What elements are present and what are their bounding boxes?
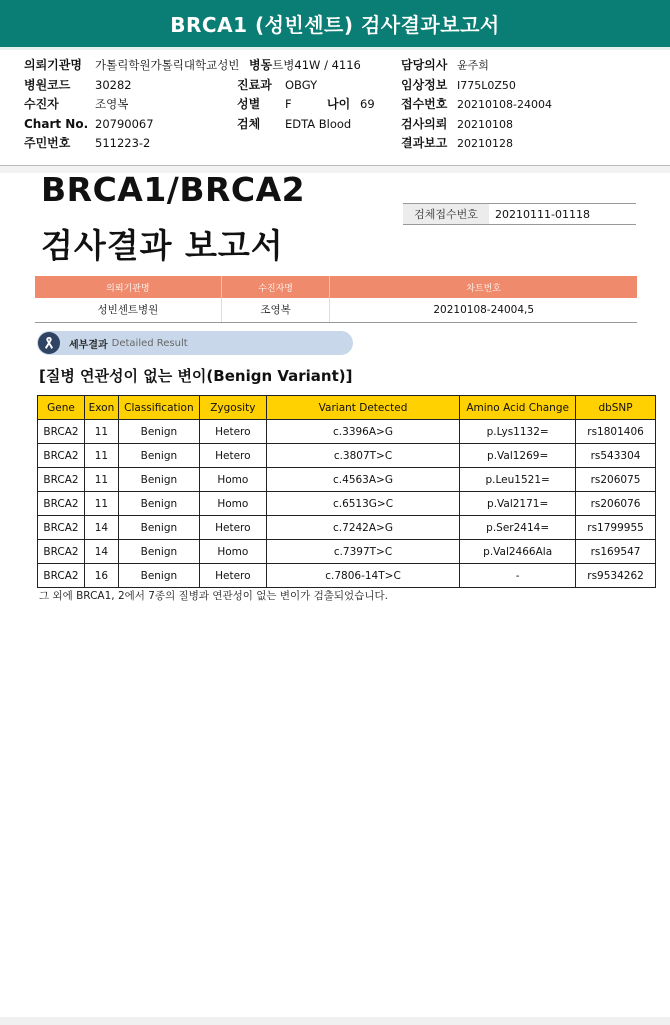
variant-cell: c.3807T>C <box>266 444 459 468</box>
info-value: 30282 <box>95 77 132 92</box>
variant-column-header: Exon <box>84 396 118 420</box>
info-label: 수진자 <box>24 97 59 111</box>
variant-cell: Homo <box>199 540 266 564</box>
variant-cell: 11 <box>84 444 118 468</box>
variant-cell: - <box>460 564 576 588</box>
age-value: 69 <box>360 97 375 111</box>
header-val-chart: 20210108-24004,5 <box>330 298 637 322</box>
info-value: 조영복 <box>95 97 129 111</box>
variant-cell: p.Lys1132= <box>460 420 576 444</box>
variant-cell: Homo <box>199 492 266 516</box>
section-label-ko: 세부결과 <box>69 339 108 351</box>
variant-row <box>38 516 656 540</box>
variant-column-header: Zygosity <box>199 396 266 420</box>
patient-info-right <box>401 56 552 154</box>
variant-cell: p.Val2171= <box>460 492 576 516</box>
variant-cell: Benign <box>118 564 199 588</box>
info-label: 의뢰기관명 <box>24 58 82 72</box>
header-val-institution: 성빈센트병원 <box>35 298 221 322</box>
variant-cell: p.Ser2414= <box>460 516 576 540</box>
header-col-patient: 수진자명 <box>221 276 330 298</box>
sex-value: F <box>285 97 292 111</box>
section-label-en: Detailed Result <box>111 337 188 349</box>
variant-cell: Benign <box>118 516 199 540</box>
info-label: 주민번호 <box>24 136 71 150</box>
detailed-result-banner <box>37 331 353 355</box>
variant-cell: Hetero <box>199 420 266 444</box>
info-value: 가톨릭학원가톨릭대학교성빈 <box>95 58 240 72</box>
info-label: 임상정보 <box>401 77 448 92</box>
variant-row <box>38 492 656 516</box>
ward-label: 병동 <box>249 58 273 72</box>
variant-column-header: dbSNP <box>576 396 656 420</box>
variant-cell: rs9534262 <box>576 564 656 588</box>
header-col-institution: 의뢰기관명 <box>35 276 221 298</box>
variant-cell: BRCA2 <box>38 492 85 516</box>
variant-cell: c.7806-14T>C <box>266 564 459 588</box>
age-label: 나이 <box>327 97 351 111</box>
variant-cell: p.Val2466Ala <box>460 540 576 564</box>
variant-cell: Benign <box>118 444 199 468</box>
variant-cell: BRCA2 <box>38 540 85 564</box>
patient-info-middle <box>237 56 375 134</box>
report-title-line2: 검사결과 보고서 <box>41 226 284 265</box>
dept-value: OBGY <box>285 77 318 92</box>
specimen-label: 검체 <box>237 116 261 131</box>
variant-row <box>38 444 656 468</box>
header-val-patient: 조영복 <box>221 298 330 322</box>
ward-value: 트병41W / 4116 <box>272 58 361 72</box>
receipt-value: 20210111-01118 <box>495 207 590 221</box>
sex-label: 성별 <box>237 97 261 111</box>
variant-cell: Benign <box>118 540 199 564</box>
variant-cell: Benign <box>118 420 199 444</box>
variant-cell: BRCA2 <box>38 468 85 492</box>
variant-cell: 11 <box>84 420 118 444</box>
variant-cell: rs1801406 <box>576 420 656 444</box>
info-value: 20210108-24004 <box>457 98 552 111</box>
footnote: 그 외에 BRCA1, 2에서 7종의 질병과 연관성이 없는 변이가 검출되었습니다. <box>39 590 388 602</box>
variant-cell: Hetero <box>199 564 266 588</box>
info-label: 접수번호 <box>401 97 448 111</box>
variant-cell: p.Leu1521= <box>460 468 576 492</box>
variant-cell: p.Val1269= <box>460 444 576 468</box>
variant-cell: rs169547 <box>576 540 656 564</box>
info-value: 20210108 <box>457 117 513 131</box>
variant-cell: Homo <box>199 468 266 492</box>
variant-cell: BRCA2 <box>38 420 85 444</box>
patient-info-left <box>24 56 239 154</box>
variant-cell: rs543304 <box>576 444 656 468</box>
header-col-chart: 차트번호 <box>330 276 637 298</box>
variant-cell: c.7397T>C <box>266 540 459 564</box>
variant-row <box>38 420 656 444</box>
variant-cell: rs1799955 <box>576 516 656 540</box>
receipt-number-box <box>403 203 636 225</box>
info-label: 병원코드 <box>24 77 71 92</box>
variant-cell: 14 <box>84 516 118 540</box>
variant-cell: c.6513G>C <box>266 492 459 516</box>
variant-cell: BRCA2 <box>38 564 85 588</box>
variant-cell: 14 <box>84 540 118 564</box>
variant-cell: rs206076 <box>576 492 656 516</box>
variant-column-header: Amino Acid Change <box>460 396 576 420</box>
info-value: 윤주희 <box>457 59 489 72</box>
info-value: 511223-2 <box>95 136 151 150</box>
variant-cell: Hetero <box>199 444 266 468</box>
info-value: I775L0Z50 <box>457 78 516 92</box>
info-label: 결과보고 <box>401 136 448 150</box>
info-value: 20790067 <box>95 116 154 131</box>
variant-table <box>37 395 656 588</box>
ribbon-icon <box>38 332 60 354</box>
section-heading: [질병 연관성이 없는 변이(Benign Variant)] <box>39 367 353 385</box>
variant-cell: c.3396A>G <box>266 420 459 444</box>
variant-column-header: Classification <box>118 396 199 420</box>
variant-cell: Benign <box>118 492 199 516</box>
page-bottom-edge <box>0 1017 670 1025</box>
info-value: 20210128 <box>457 137 513 150</box>
dept-label: 진료과 <box>237 77 272 92</box>
header-divider <box>0 47 670 50</box>
info-label: 검사의뢰 <box>401 116 448 131</box>
info-label: Chart No. <box>24 116 89 131</box>
info-label: 담당의사 <box>401 58 448 72</box>
report-header-table <box>35 276 637 323</box>
receipt-label: 검체접수번호 <box>403 204 489 224</box>
variant-cell: Benign <box>118 468 199 492</box>
variant-cell: 11 <box>84 468 118 492</box>
variant-cell: 11 <box>84 492 118 516</box>
variant-cell: rs206075 <box>576 468 656 492</box>
variant-header-row <box>38 396 656 420</box>
report-header-bar <box>0 0 670 47</box>
variant-row <box>38 468 656 492</box>
variant-cell: BRCA2 <box>38 444 85 468</box>
variant-column-header: Gene <box>38 396 85 420</box>
variant-column-header: Variant Detected <box>266 396 459 420</box>
variant-cell: BRCA2 <box>38 516 85 540</box>
variant-cell: c.7242A>G <box>266 516 459 540</box>
variant-row <box>38 540 656 564</box>
specimen-value: EDTA Blood <box>285 116 352 131</box>
report-title-line1: BRCA1/BRCA2 <box>41 170 306 209</box>
variant-cell: c.4563A>G <box>266 468 459 492</box>
variant-row <box>38 564 656 588</box>
report-header-title: BRCA1 (성빈센트) 검사결과보고서 <box>170 13 500 37</box>
variant-cell: 16 <box>84 564 118 588</box>
variant-cell: Hetero <box>199 516 266 540</box>
